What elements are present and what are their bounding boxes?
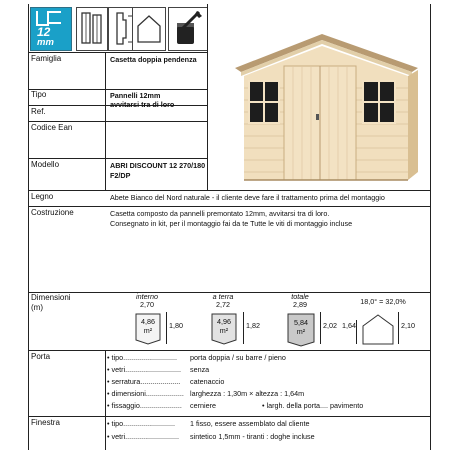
tipo-value-line1: Pannelli 12mm [110,91,161,100]
finestra-row-tipo: • tipo.......................... [107,419,176,428]
a-terra-width: 2,72 [216,300,230,309]
totale-height: 2,02 [323,321,337,330]
interno-height: 1,80 [169,321,183,330]
thickness-value: 12 [37,25,51,39]
porta-label: Porta [31,352,51,361]
legno-label: Legno [31,192,54,201]
costruzione-label: Costruzione [31,208,74,217]
porta-row-serratura-value: catenaccio [190,377,225,386]
shed-photo [230,30,420,188]
house-shape-icon [132,7,166,51]
finestra-row-vetri: • vetri........................... [107,432,180,441]
famiglia-value: Casetta doppia pendenza [110,55,197,64]
a-terra-area: 4,96 [217,317,231,326]
porta-row-dimensioni: • dimensioni................... [107,389,184,398]
finestra-row-vetri-value: sintetico 1,5mm - tiranti : doghe incluse [190,432,315,441]
tipo-label: Tipo [31,90,47,99]
totale-area-unit: m² [296,327,306,336]
totale-area: 5,84 [294,318,308,327]
legno-value: Abete Bianco del Nord naturale - il cliente deve fare il trattamento prima del montaggio [110,193,385,202]
porta-row-fissaggio-value: cerniere [190,401,216,410]
interno-area-unit: m² [143,326,153,335]
roof-profile-icon [360,312,396,351]
a-terra-title: a terra [212,292,234,301]
porta-row-vetri-value: senza [190,365,210,374]
finestra-label: Finestra [31,418,60,427]
panels-icon [76,7,108,51]
totale-title: totale [291,292,309,301]
modello-value-line1: ABRI DISCOUNT 12 270/180 [110,161,206,170]
modello-value-line2: F2/DP [110,171,131,180]
ref-label: Ref. [31,107,46,116]
thickness-unit: mm [37,37,54,48]
costruzione-line1: Casetta composto da pannelli premontato 12mm, avvitarsi tra di loro. [110,209,330,218]
totale-width: 2,89 [293,300,307,309]
tipo-value-line2: avvitarsi tra di loro [110,100,175,109]
finestra-row-tipo-value: 1 fisso, essere assemblato dal cliente [190,419,310,428]
roof-pitch: 18,0° = 32,0% [360,297,406,306]
interno-area: 4,86 [141,317,155,326]
a-terra-height: 1,82 [246,321,260,330]
a-terra-area-unit: m² [219,326,229,335]
porta-row-serratura: • serratura.................... [107,377,181,386]
dimensioni-unit: (m) [31,303,43,312]
interno-title: interno [136,292,158,301]
thickness-badge-icon [30,7,72,51]
modello-label: Modello [31,160,60,169]
dimensioni-label: Dimensioni [31,293,71,302]
porta-row-tipo: • tipo........................... [107,353,178,362]
codice-ean-label: Codice Ean [31,123,73,132]
porta-row-dimensioni-value: larghezza : 1,30m × altezza : 1,64m [190,389,305,398]
porta-row-vetri: • vetri............................ [107,365,182,374]
interno-width: 2,70 [140,300,154,309]
famiglia-label: Famiglia [31,54,62,63]
paint-brush-icon [168,7,208,51]
roof-wall-height: 1,64 [342,321,356,330]
porta-row-tipo-value: porta doppia / su barre / pieno [190,353,286,362]
porta-row-larghezza: • largh. della porta.... pavimento [262,401,364,410]
costruzione-line2: Consegnato in kit, per il montaggio fai da te Tutte le viti di montaggio incluse [110,219,353,228]
porta-row-fissaggio: • fissaggio..................... [107,401,182,410]
roof-ridge-height: 2,10 [401,321,415,330]
